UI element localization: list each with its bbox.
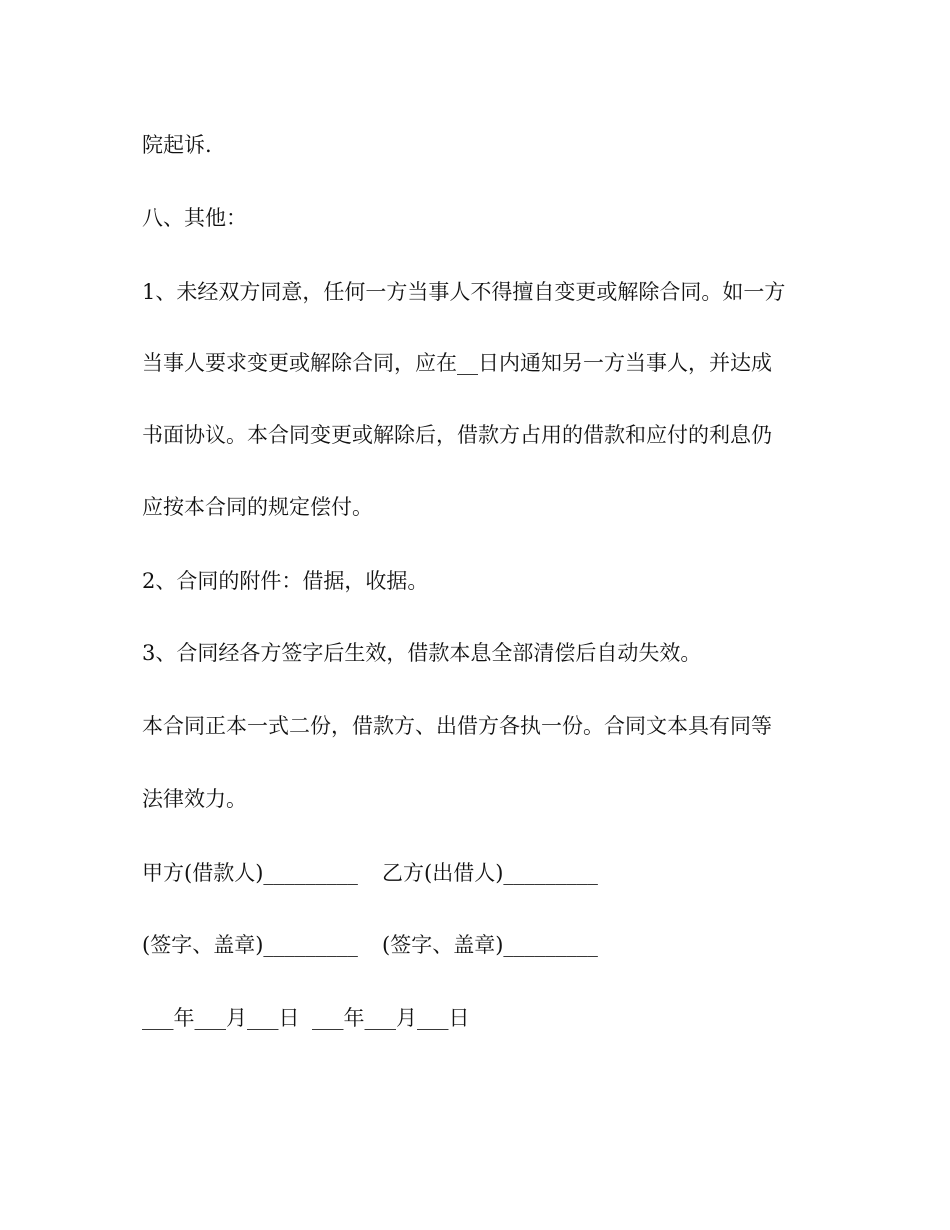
body-line-1: 院起诉. (142, 133, 212, 157)
copies-line-1: 本合同正本一式二份，借款方、出借方各执一份。合同文本具有同等 (142, 714, 772, 738)
clause-1-line-2: 当事人要求变更或解除合同，应在__日内通知另一方当事人，并达成 (142, 351, 772, 375)
section-heading-other: 八、其他： (142, 206, 247, 230)
party-b-label: 乙方(出借人)_________ (382, 861, 598, 885)
copies-line-2: 法律效力。 (142, 787, 247, 811)
party-a-seal: (签字、盖章)_________ (142, 933, 358, 957)
party-b-seal: (签字、盖章)_________ (382, 933, 598, 957)
clause-3: 3、合同经各方签字后生效，借款本息全部清偿后自动失效。 (142, 641, 702, 665)
clause-1-line-4: 应按本合同的规定偿付。 (142, 495, 373, 519)
party-b-date: ___年___月___日 (312, 1006, 470, 1030)
clause-1-line-3: 书面协议。本合同变更或解除后，借款方占用的借款和应付的利息仍 (142, 423, 772, 447)
party-a-label: 甲方(借款人)_________ (142, 861, 358, 885)
clause-1-line-1: 1、未经双方同意，任何一方当事人不得擅自变更或解除合同。如一方 (142, 280, 786, 304)
party-a-date: ___年___月___日 (142, 1006, 300, 1030)
clause-2: 2、合同的附件：借据，收据。 (142, 569, 429, 593)
